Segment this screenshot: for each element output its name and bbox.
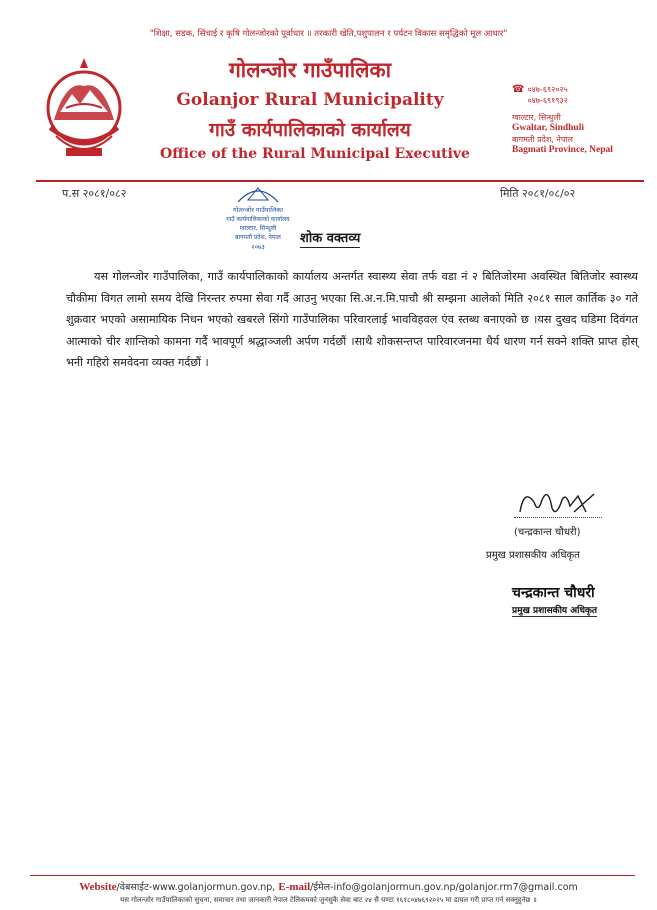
website-link[interactable]: -www.golanjormun.gov.np, xyxy=(148,882,276,893)
letter-date: मिति २०८१/०८/०२ xyxy=(500,187,576,200)
nepal-emblem-logo xyxy=(36,50,132,170)
website-label-nepali: /वेबसाईट xyxy=(116,882,149,893)
stamp-line-3: ग्वाल्टार, सिन्धुली xyxy=(239,225,277,232)
phone-icon: ☎ xyxy=(512,84,525,95)
reference-number: प.स २०८१/०८२ xyxy=(62,187,127,200)
office-name-english: Office of the Rural Municipal Executive xyxy=(160,146,470,162)
email-link[interactable]: -info@golanjormun.gov.np/golanjor.rm7@gmail.com xyxy=(330,882,578,893)
footer-divider xyxy=(30,875,635,876)
signatory-title: प्रमुख प्रशासकीय अधिकृत xyxy=(486,550,580,561)
letter-body: यस गोलन्जोर गाउँपालिका, गाउँ कार्यपालिकाको कार्यालय अन्तर्गत स्वास्थ्य सेवा तर्फ वडा नं २ बितिजोरमा अवस्थित बितिजोर स्वास्थ्य चौकीमा विगत लामो समय देखि निरन्तर रुपमा सेवा गर्दै आउनु भएका सि.अ.न.मि.पाचौ श्री सम्झना आलेको मिति २०८१ साल कार्तिक ३० गते शुक्रवार भएको असामायिक निधन भएको खबरले सिंगो गाउँपालिका परिवारलाई भावविहवल एंव स्तब्ध बनाएको छ ।यस दुखद घडिमा दिवंगत आत्माको चीर शान्तिको कामना गर्दै भावपूर्ण श्रद्धाञ्जली अर्पण गर्दछौं ।साथै शोकसन्तप्त पारिवारजनमा धैर्य धारण गर्न सक्ने शक्ति प्राप्त होस् भनी गहिरो समवेदना व्यक्त गर्दछौं । xyxy=(66,270,638,369)
stamp-line-2: गाउँ कार्यपालिकाको कार्यालय xyxy=(226,216,290,223)
name-seal: चन्द्रकान्त चौधरी xyxy=(512,585,595,601)
municipality-name-english: Golanjor Rural Municipality xyxy=(176,90,444,110)
stamp-line-1: गोलन्जोर गाउँपालिका xyxy=(233,206,283,214)
phone-numbers xyxy=(527,84,567,106)
title-seal: प्रमुख प्रशासकीय अधिकृत xyxy=(512,603,597,617)
letter-heading: शोक वक्तव्य xyxy=(300,228,360,248)
footer-contact xyxy=(0,880,657,893)
handwritten-signature xyxy=(512,482,606,526)
phone-row xyxy=(512,84,642,106)
address-nepali: ग्वाल्टार, सिन्धुली xyxy=(512,113,561,122)
municipality-name-nepali: गोलन्जोर गाउँपालिका xyxy=(228,58,392,82)
phone-2: ०४७-६९१९३२ xyxy=(527,96,568,105)
province-english: Bagmati Province, Nepal xyxy=(512,145,613,155)
stamp-year: २०७३ xyxy=(251,243,265,251)
email-label-nepali: /ईमेल xyxy=(310,882,331,893)
office-stamp xyxy=(216,178,300,258)
province-nepali: बागमती प्रदेश, नेपाल xyxy=(512,135,573,144)
stamp-line-4: बागमती प्रदेश, नेपाल xyxy=(235,234,281,241)
address-english: Gwaltar, Sindhuli xyxy=(512,123,584,133)
office-name-nepali: गाउँ कार्यपालिकाको कार्यालय xyxy=(209,119,411,141)
contact-block xyxy=(512,84,642,156)
signature-line xyxy=(514,517,602,518)
email-label: E-mail xyxy=(278,881,311,893)
footer-notice: यस गोलन्जोर गाउँपालिकाको सुचना, समाचार तथा जानकारी नेपाल टेलिकमको जुनसुकै सेवा बाट २४ सै घण्टा १६१८०४७६९२०२५ मा डायल गरी प्राप्त गर्न सक्नुहुनेछ ॥ xyxy=(120,896,537,904)
signatory-name: (चन्द्रकान्त चौधरी) xyxy=(514,527,581,538)
website-label: Website xyxy=(79,881,117,893)
phone-1: ०४७-६९२०२५ xyxy=(527,85,568,94)
header-divider xyxy=(36,180,644,182)
letterhead-motto: "शिक्षा, सडक, सिंचाई र कृषि गोलन्जोरको पूर्वाधार ॥ तरकारी खेति,पशुपालन र पर्यटन विकास समृद्धिको मूल आधार" xyxy=(149,29,508,39)
